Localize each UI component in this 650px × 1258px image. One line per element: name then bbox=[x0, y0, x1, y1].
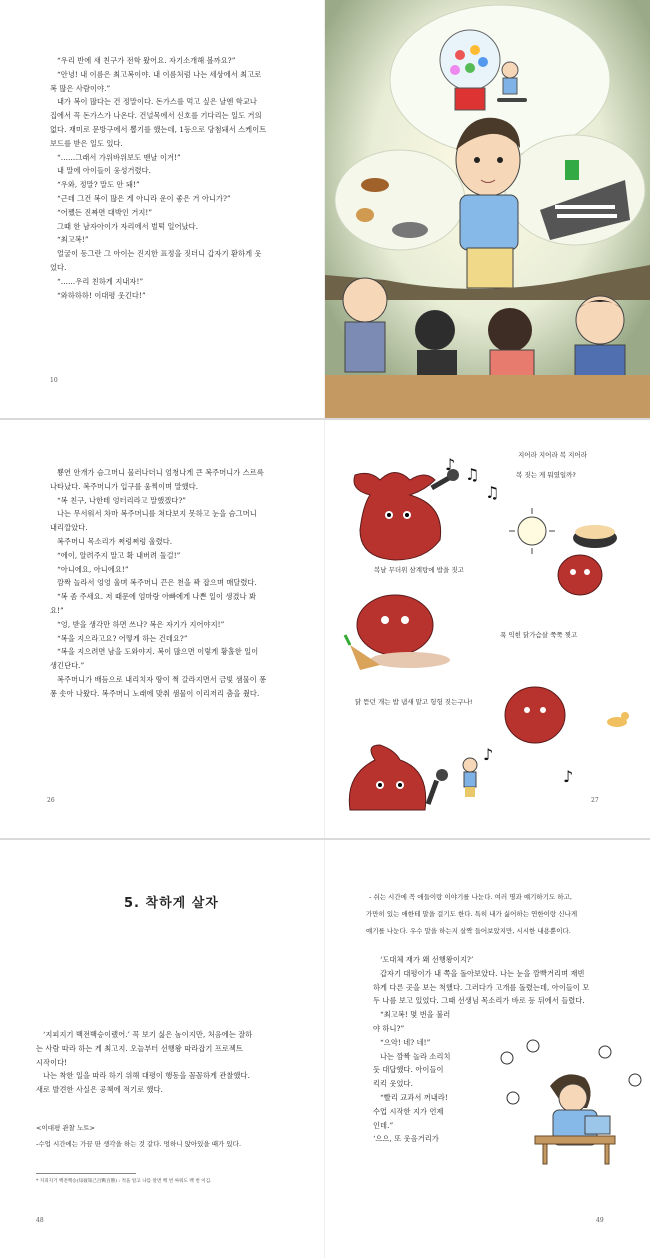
text-line: 복 많은 사람이야.” bbox=[50, 83, 111, 93]
page-number-49: 49 bbox=[596, 1217, 604, 1224]
text-line: 야 하니?” bbox=[373, 1023, 405, 1033]
page-number-27: 27 bbox=[591, 797, 599, 804]
text-line: ‘으으, 또 웃음거리가 bbox=[373, 1134, 439, 1144]
text-line: “빨리 교과서 꺼내라! bbox=[380, 1092, 448, 1102]
lucky-bag-singing-5 bbox=[349, 745, 448, 810]
page-27 bbox=[325, 420, 650, 838]
page-10 bbox=[0, 0, 325, 418]
lyric-line-1: 지어라 지어라 복 지어라 bbox=[518, 451, 587, 459]
text-line: “우와, 정말? 말도 안 돼!” bbox=[57, 180, 140, 190]
page-number-26: 26 bbox=[47, 797, 55, 804]
observation-note-line: -수업 시간에는 가끔 딴 생각을 하는 것 같다. 멍하니 앉아있을 때가 있다. bbox=[36, 1140, 242, 1148]
text-line: 하게 다른 곳을 보는 척했다. 그러다가 고개를 돌렸는데, 아이들이 모 bbox=[373, 982, 590, 992]
text-line: 수업 시작한 지가 언제 bbox=[373, 1106, 444, 1116]
text-line: “와하하하! 이대평 웃긴다!” bbox=[57, 290, 146, 300]
note-hand-line-2: 가만히 있는 애한테 말을 걸기도 한다. 특히 내가 싫어하는 연한이랑 신나게 bbox=[366, 910, 578, 918]
boy-at-desk-illustration bbox=[495, 1038, 645, 1168]
text-line: 내 말에 아이들이 웅성거렸다. bbox=[57, 166, 152, 176]
spread-pages-26-27 bbox=[0, 420, 650, 838]
text-line: “……그래서 가위바위보도 맨날 이겨!” bbox=[57, 152, 181, 162]
text-line: “안녕! 내 이름은 최고복이야. 내 이름처럼 나는 세상에서 최고로 bbox=[57, 69, 262, 79]
page-11-illustration bbox=[325, 0, 650, 418]
lucky-bag-cooking-2 bbox=[558, 555, 602, 595]
samgyetang-pot-icon bbox=[573, 525, 617, 548]
page-48-body bbox=[36, 1028, 252, 1097]
text-line: “……우리 친하게 지내자!” bbox=[57, 276, 144, 286]
svg-text:♫: ♫ bbox=[485, 483, 500, 502]
text-line: 없다. 재미로 문방구에서 뽑기를 했는데, 1등으로 당첨돼서 스케이트 bbox=[50, 124, 267, 134]
text-line: 요!” bbox=[50, 605, 64, 615]
text-line: 복주머니 목소리가 쩌렁쩌렁 울렸다. bbox=[57, 536, 173, 546]
page-26-body bbox=[50, 466, 266, 701]
svg-text:♫: ♫ bbox=[465, 465, 480, 484]
text-line: 나는 깜짝 놀라 소리치 bbox=[380, 1051, 451, 1061]
page-number-48: 48 bbox=[36, 1217, 44, 1224]
text-line: 인데.” bbox=[373, 1120, 394, 1130]
text-line: “복 친구, 나한테 엉터리라고 말했겠다?” bbox=[57, 495, 187, 505]
spread-pages-48-49 bbox=[0, 840, 650, 1258]
text-line: “복을 지으라고요? 어떻게 하는 건데요?” bbox=[57, 633, 188, 643]
text-line: 었다. bbox=[50, 262, 67, 272]
text-line: 는 사람 따라 하는 게 최고지. 오늘부터 선행왕 따라잡기 프로젝트 bbox=[36, 1043, 243, 1053]
boy-character-at-desk bbox=[550, 1074, 610, 1145]
text-line: “최고복!” bbox=[57, 235, 89, 245]
page-10-body bbox=[50, 54, 266, 302]
text-line: 듯 대답했다. 아이들이 bbox=[373, 1065, 444, 1075]
dog-icon bbox=[607, 712, 629, 727]
sun-icon bbox=[509, 508, 555, 554]
chapter-title: 5. 착하게 살자 bbox=[124, 896, 219, 911]
text-line: “어쨌든 진짜면 대박인 거지!” bbox=[57, 207, 153, 217]
text-line: 그때 한 남자아이가 자리에서 벌떡 일어났다. bbox=[57, 221, 199, 231]
text-line: “근데 그건 복이 많은 게 아니라 운이 좋은 거 아니가?” bbox=[57, 193, 231, 203]
page-49 bbox=[325, 840, 650, 1258]
text-line: 킥킥 웃었다. bbox=[373, 1079, 413, 1089]
text-line: 뿅연 안개가 슴그머니 물러나더니 엄청나게 큰 복주머니가 스르륵 bbox=[57, 468, 264, 477]
boy-singing-icon bbox=[463, 758, 477, 797]
text-line: “아니에요, 아니에요!” bbox=[57, 564, 129, 574]
text-line: 복주머니가 배듬으로 내리치자 땅이 쩍 갈라지면서 금빛 샘물이 퐁 bbox=[57, 674, 267, 684]
dream-cloud-illustration bbox=[325, 0, 650, 418]
text-line: “최고복! 몇 번을 불러 bbox=[380, 1010, 451, 1020]
text-line: “우리 반에 새 친구가 전학 왔어요. 자기소개해 볼까요?” bbox=[57, 56, 236, 65]
text-line: 퐁 솟아 나왔다. 복주머니 노래에 맞춰 샘물이 이리저리 춤을 췄다. bbox=[50, 688, 260, 698]
svg-text:♪: ♪ bbox=[483, 745, 494, 764]
page-48 bbox=[0, 840, 325, 1258]
lucky-bag-song-illustration bbox=[325, 420, 650, 838]
text-line: 얼굴이 동그란 그 아이는 진지한 표정을 짓더니 갑자기 환하게 웃 bbox=[57, 249, 262, 259]
text-line: 나는 무서워서 차마 복주머니를 쳐다보지 못하고 눈을 슴그머니 bbox=[57, 509, 257, 519]
lucky-bag-running bbox=[505, 687, 565, 743]
text-line: “으악! 네? 네!” bbox=[380, 1037, 431, 1047]
note-hand-line-1: - 쉬는 시간에 꼭 애들이랑 이야기를 나눈다. 여러 명과 얘기하기도 하고, bbox=[369, 893, 572, 901]
text-line: “복을 지으려면 남을 도와야지. 복이 많으면 이렇게 황홀한 일이 bbox=[57, 647, 259, 657]
text-line: 시작이다! bbox=[36, 1057, 68, 1067]
text-line: 생긴단다.” bbox=[50, 661, 85, 671]
text-line: “복 좀 주세요. 저 때문에 엄마랑 아빠에게 나쁜 일이 생겼나 봐 bbox=[57, 592, 257, 602]
text-line: 내리깔았다. bbox=[50, 523, 88, 533]
lyric-line-3: 복날 무더위 삼계탕에 밥을 짓고 bbox=[374, 566, 464, 574]
text-line: 두 나를 보고 있었다. 그때 선생님 목소리가 바로 등 뒤에서 들렸다. bbox=[373, 996, 585, 1006]
text-line: 갑자기 대평이가 내 쪽을 돌아보았다. 나는 눈을 깜빡거리며 재빈 bbox=[380, 968, 585, 978]
footnote-rule bbox=[36, 1173, 136, 1174]
lyric-line-4: 푹 익힌 닭가슴살 쭉쭉 찢고 bbox=[500, 631, 578, 639]
svg-text:♪: ♪ bbox=[563, 767, 574, 786]
observation-note-title: <이대평 관찰 노트> bbox=[36, 1124, 95, 1132]
lucky-bag-tearing-chicken bbox=[345, 595, 450, 670]
classroom-desks bbox=[325, 375, 650, 418]
footnote: * 지피지기 백전백승(知彼知己百戰百勝) : 적을 알고 나를 알면 백 번 싸워도 백 번 이김. bbox=[36, 1179, 212, 1184]
text-line: 집에서 꼭 돈가스가 나온다. 건널목에서 신호를 기다리는 일도 거의 bbox=[50, 111, 262, 121]
text-line: “엉, 받을 생각만 하면 쓰나? 복은 자기가 지어야지!” bbox=[57, 619, 225, 629]
page-26 bbox=[0, 420, 325, 838]
note-hand-line-3: 얘기를 나눈다. 우수 말을 하는지 살짝 들어보았지만, 시시한 내용뿐이다. bbox=[366, 927, 571, 935]
text-line: 나타났다. 복주머니가 입구를 움찍이며 말했다. bbox=[50, 481, 199, 491]
school-desk bbox=[535, 1136, 615, 1164]
svg-text:♪: ♪ bbox=[445, 455, 456, 474]
music-notes-icon-2 bbox=[483, 745, 573, 786]
lyric-line-5: 닭 뜯던 개는 밥 냄새 맡고 헝헝 짖는구나! bbox=[355, 698, 473, 706]
text-line: ‘지피지기 백전백승이랬어.’ 꼭 보기 싫은 놈이지만, 처음에는 잘하 bbox=[43, 1030, 253, 1039]
text-line: 내가 복이 많다는 건 정말이다. 돈가스를 먹고 싶은 날엔 학교나 bbox=[57, 97, 257, 107]
lucky-bag-singing-1 bbox=[354, 469, 459, 560]
spread-pages-10-11 bbox=[0, 0, 650, 418]
text-line: 나는 착한 일을 따라 하기 위해 대평이 행동을 꼼꼼하게 관찰했다. bbox=[43, 1071, 250, 1081]
text-line: 보드를 받은 일도 있다. bbox=[50, 138, 123, 148]
text-line: 깜짝 놀라서 엉엉 울며 복주머니 끈은 천을 꽉 잡으며 매달렸다. bbox=[57, 578, 257, 588]
text-line: 새로 발견한 사실은 공책에 적기로 했다. bbox=[36, 1085, 163, 1095]
text-line: “에이, 알려주지 말고 확 내버려 둘걸!” bbox=[57, 550, 181, 560]
page-number-10: 10 bbox=[50, 377, 58, 384]
text-line: ‘도대체 재가 왜 선행왕이지?’ bbox=[380, 955, 474, 964]
lyric-line-2: 복 짓는 게 뭐였일까? bbox=[516, 471, 576, 479]
